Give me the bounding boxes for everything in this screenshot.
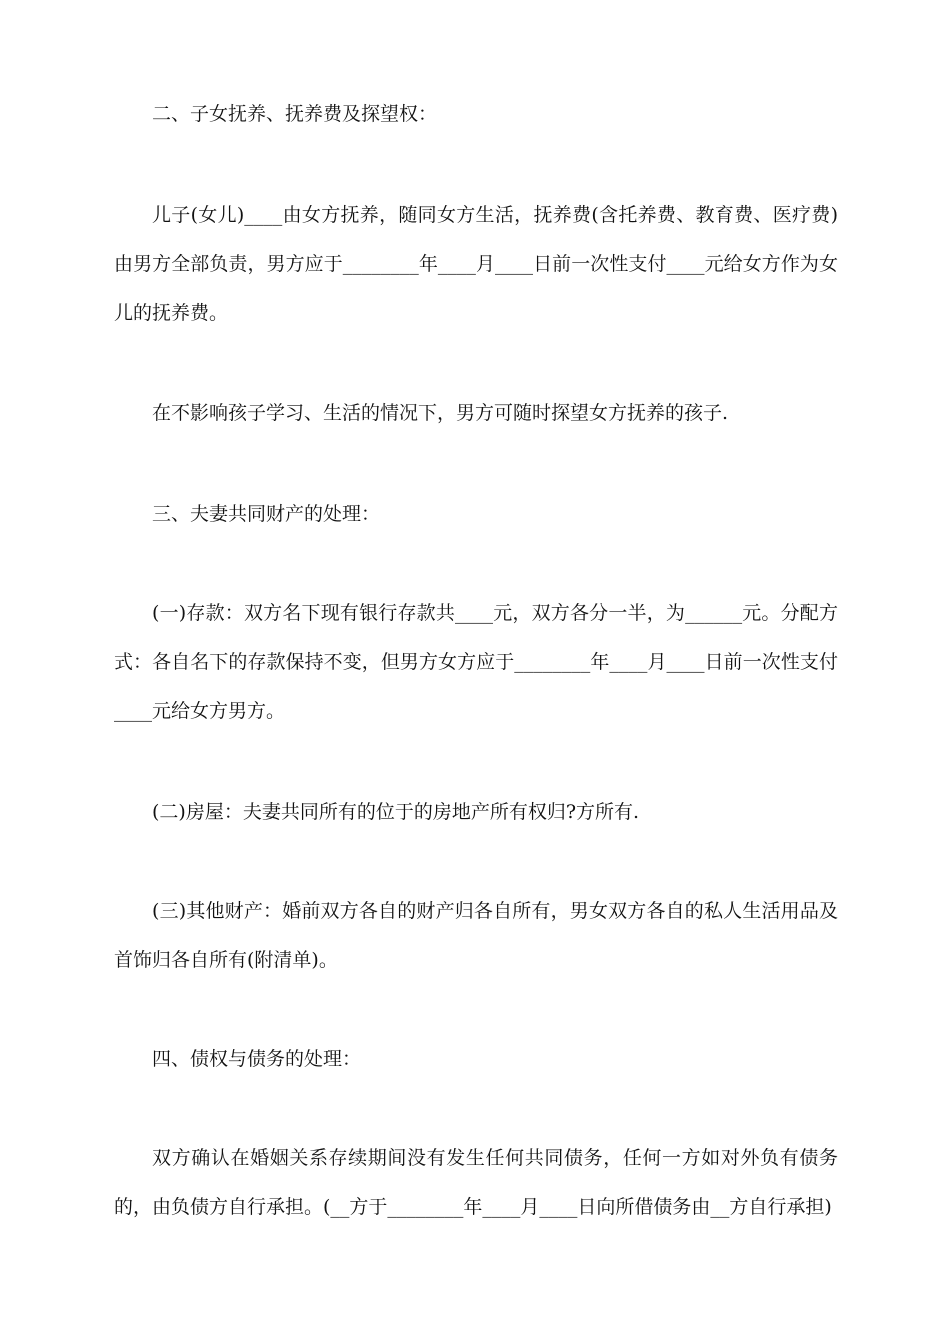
paragraph-debts: 双方确认在婚姻关系存续期间没有发生任何共同债务，任何一方如对外负有债务的，由负债方自行承担。(__方于________年____月____日向所借债务由__方自行承担): [114, 1147, 838, 1218]
paragraph-other-property: (三)其他财产：婚前双方各自的财产归各自所有，男女双方各自的私人生活用品及首饰归各自所有(附清单)。: [114, 900, 838, 971]
paragraph-housing: (二)房屋：夫妻共同所有的位于的房地产所有权归?方所有.: [152, 801, 640, 823]
section-heading-child-custody: 二、子女抚养、抚养费及探望权：: [152, 103, 438, 125]
paragraph-child-support: 儿子(女儿)____由女方抚养，随同女方生活，抚养费(含托养费、教育费、医疗费)由男方全部负责，男方应于________年____月____日前一次性支付____元给女方作为女儿的抚养费。: [114, 204, 838, 324]
paragraph-visitation: 在不影响孩子学习、生活的情况下，男方可随时探望女方抚养的孩子.: [152, 402, 729, 424]
section-heading-joint-property: 三、夫妻共同财产的处理：: [152, 503, 381, 525]
section-heading-debts: 四、债权与债务的处理：: [152, 1048, 362, 1070]
paragraph-deposits: (一)存款：双方名下现有银行存款共____元，双方各分一半，为______元。分配方式：各自名下的存款保持不变，但男方女方应于________年____月____日前一次性支付____元给女方男方。: [114, 602, 838, 722]
